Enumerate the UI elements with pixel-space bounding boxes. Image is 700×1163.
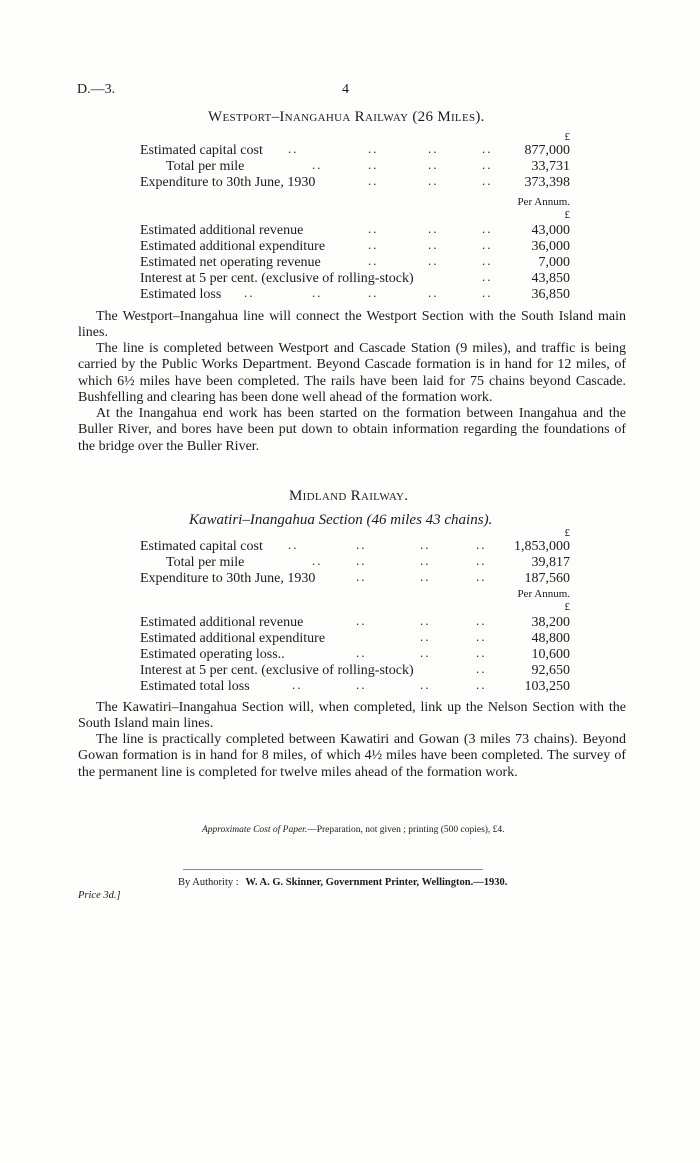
midland-annum-pound: £ xyxy=(564,601,570,613)
westport-title-main: Westport–Inangahua Railway xyxy=(208,109,409,125)
row-value: 103,250 xyxy=(524,679,570,694)
midland-paragraph: The Kawatiri–Inangahua Section will, when completed, link up the Nelson Section with the South Island main lines. xyxy=(78,700,626,732)
row-value: 187,560 xyxy=(524,571,570,586)
row-value: 48,800 xyxy=(531,631,570,646)
midland-capital-row: Expenditure to 30th June, 1930 .. .. .. 187,560 xyxy=(140,569,570,586)
westport-annum-row: Estimated loss .. .. .. .. .. 36,850 xyxy=(140,285,570,302)
westport-paragraph: At the Inangahua end work has been started on the formation between Inangahua and the Buller River, and bores have been put down to obtain information regarding the foundations of the bridge over the Buller River. xyxy=(78,406,626,454)
cost-text: —Preparation, not given ; printing (500 copies), £4. xyxy=(307,825,505,835)
row-value: 43,850 xyxy=(531,271,570,286)
page-number: 4 xyxy=(342,82,349,97)
authority-line xyxy=(178,877,507,888)
row-value: 7,000 xyxy=(538,255,570,270)
row-value: 92,650 xyxy=(531,663,570,678)
westport-annum-unit: Per Annum. xyxy=(517,196,570,208)
westport-paragraph: The line is completed between Westport and Cascade Station (9 miles), and traffic is being carried by the Public Works Department. Beyond Cascade formation is in hand for 12 miles, of which 6½ miles have been completed. The rails have been laid for 75 chains beyond Cascade. Bushfelling and clearing has been done well ahead of the formation work. xyxy=(78,341,626,405)
row-label: Total per mile xyxy=(166,159,245,174)
midland-paragraph: The line is practically completed between Kawatiri and Gowan (3 miles 73 chains). Beyond Gowan formation is in hand for 8 miles, of which 4½ miles have been completed. The survey of the permanent line is completed for twelve miles ahead of the formation work. xyxy=(78,732,626,780)
midland-annum-row: Estimated additional revenue .. .. .. 38,200 xyxy=(140,613,570,630)
westport-paragraph: The Westport–Inangahua line will connect the Westport Section with the South Island main lines. xyxy=(78,309,626,341)
midland-annum-unit: Per Annum. xyxy=(517,588,570,600)
footer-rule xyxy=(183,869,483,870)
westport-annum-row: Estimated additional revenue .. .. .. 43,000 xyxy=(140,221,570,238)
authority-prefix: By Authority : xyxy=(178,877,239,888)
westport-capital-row: Expenditure to 30th June, 1930 .. .. .. 373,398 xyxy=(140,173,570,190)
section-title-midland: Midland Railway. xyxy=(289,488,409,504)
westport-capital-row: Estimated capital cost .. .. .. .. 877,000 xyxy=(140,141,570,158)
westport-capital-row: Total per mile .. .. .. .. 33,731 xyxy=(166,157,570,174)
row-label: Interest at 5 per cent. (exclusive of rolling-stock) xyxy=(140,663,414,678)
row-label: Estimated total loss xyxy=(140,679,250,694)
westport-capital-unit: £ xyxy=(564,131,570,143)
row-value: 36,850 xyxy=(531,287,570,302)
authority-text: W. A. G. Skinner, Government Printer, Wellington.—1930. xyxy=(245,877,508,888)
westport-annum-row: Estimated additional expenditure .. .. .. 36,000 xyxy=(140,237,570,254)
westport-annum-pound: £ xyxy=(564,209,570,221)
midland-capital-row: Estimated capital cost .. .. .. .. 1,853,000 xyxy=(140,537,570,554)
row-value: 10,600 xyxy=(531,647,570,662)
row-value: 38,200 xyxy=(531,615,570,630)
row-label: Estimated capital cost xyxy=(140,143,263,158)
row-label: Estimated additional expenditure xyxy=(140,631,326,646)
row-label: Interest at 5 per cent. (exclusive of rolling-stock) xyxy=(140,271,414,286)
row-label: Estimated additional revenue xyxy=(140,615,304,630)
document-reference: D.—3. xyxy=(77,82,116,97)
row-label: Estimated operating loss.. xyxy=(140,647,285,662)
midland-capital-unit: £ xyxy=(564,527,570,539)
row-value: 43,000 xyxy=(531,223,570,238)
midland-annum-row: Interest at 5 per cent. (exclusive of rolling-stock) .. 92,650 xyxy=(140,661,570,678)
midland-annum-row: Estimated additional expenditure .. .. 48,800 xyxy=(140,629,570,646)
cost-label: Approximate Cost of Paper. xyxy=(202,825,308,835)
row-label: Expenditure to 30th June, 1930 xyxy=(140,175,316,190)
cost-of-paper-note xyxy=(202,825,505,835)
row-label: Estimated capital cost xyxy=(140,539,263,554)
row-label: Expenditure to 30th June, 1930 xyxy=(140,571,316,586)
midland-annum-row: Estimated total loss .. .. .. .. 103,250 xyxy=(140,677,570,694)
row-value: 36,000 xyxy=(531,239,570,254)
row-value: 1,853,000 xyxy=(514,539,570,554)
row-label: Estimated loss xyxy=(140,287,222,302)
row-label: Estimated additional expenditure xyxy=(140,239,326,254)
row-label: Total per mile xyxy=(166,555,245,570)
section-title-westport xyxy=(208,109,485,126)
row-label: Estimated additional revenue xyxy=(140,223,304,238)
price-label: Price 3d.] xyxy=(78,890,121,901)
midland-capital-row: Total per mile .. .. .. .. 39,817 xyxy=(166,553,570,570)
row-value: 39,817 xyxy=(531,555,570,570)
midland-annum-row: Estimated operating loss.. .. .. .. 10,600 xyxy=(140,645,570,662)
row-label: Estimated net operating revenue xyxy=(140,255,321,270)
westport-title-suffix: (26 Miles). xyxy=(412,109,485,125)
westport-annum-row: Interest at 5 per cent. (exclusive of rolling-stock) .. 43,850 xyxy=(140,269,570,286)
westport-annum-row: Estimated net operating revenue .. .. .. 7,000 xyxy=(140,253,570,270)
midland-subtitle: Kawatiri–Inangahua Section (46 miles 43 chains). xyxy=(189,512,493,528)
row-value: 373,398 xyxy=(524,175,570,190)
row-value: 877,000 xyxy=(524,143,570,158)
row-value: 33,731 xyxy=(531,159,570,174)
